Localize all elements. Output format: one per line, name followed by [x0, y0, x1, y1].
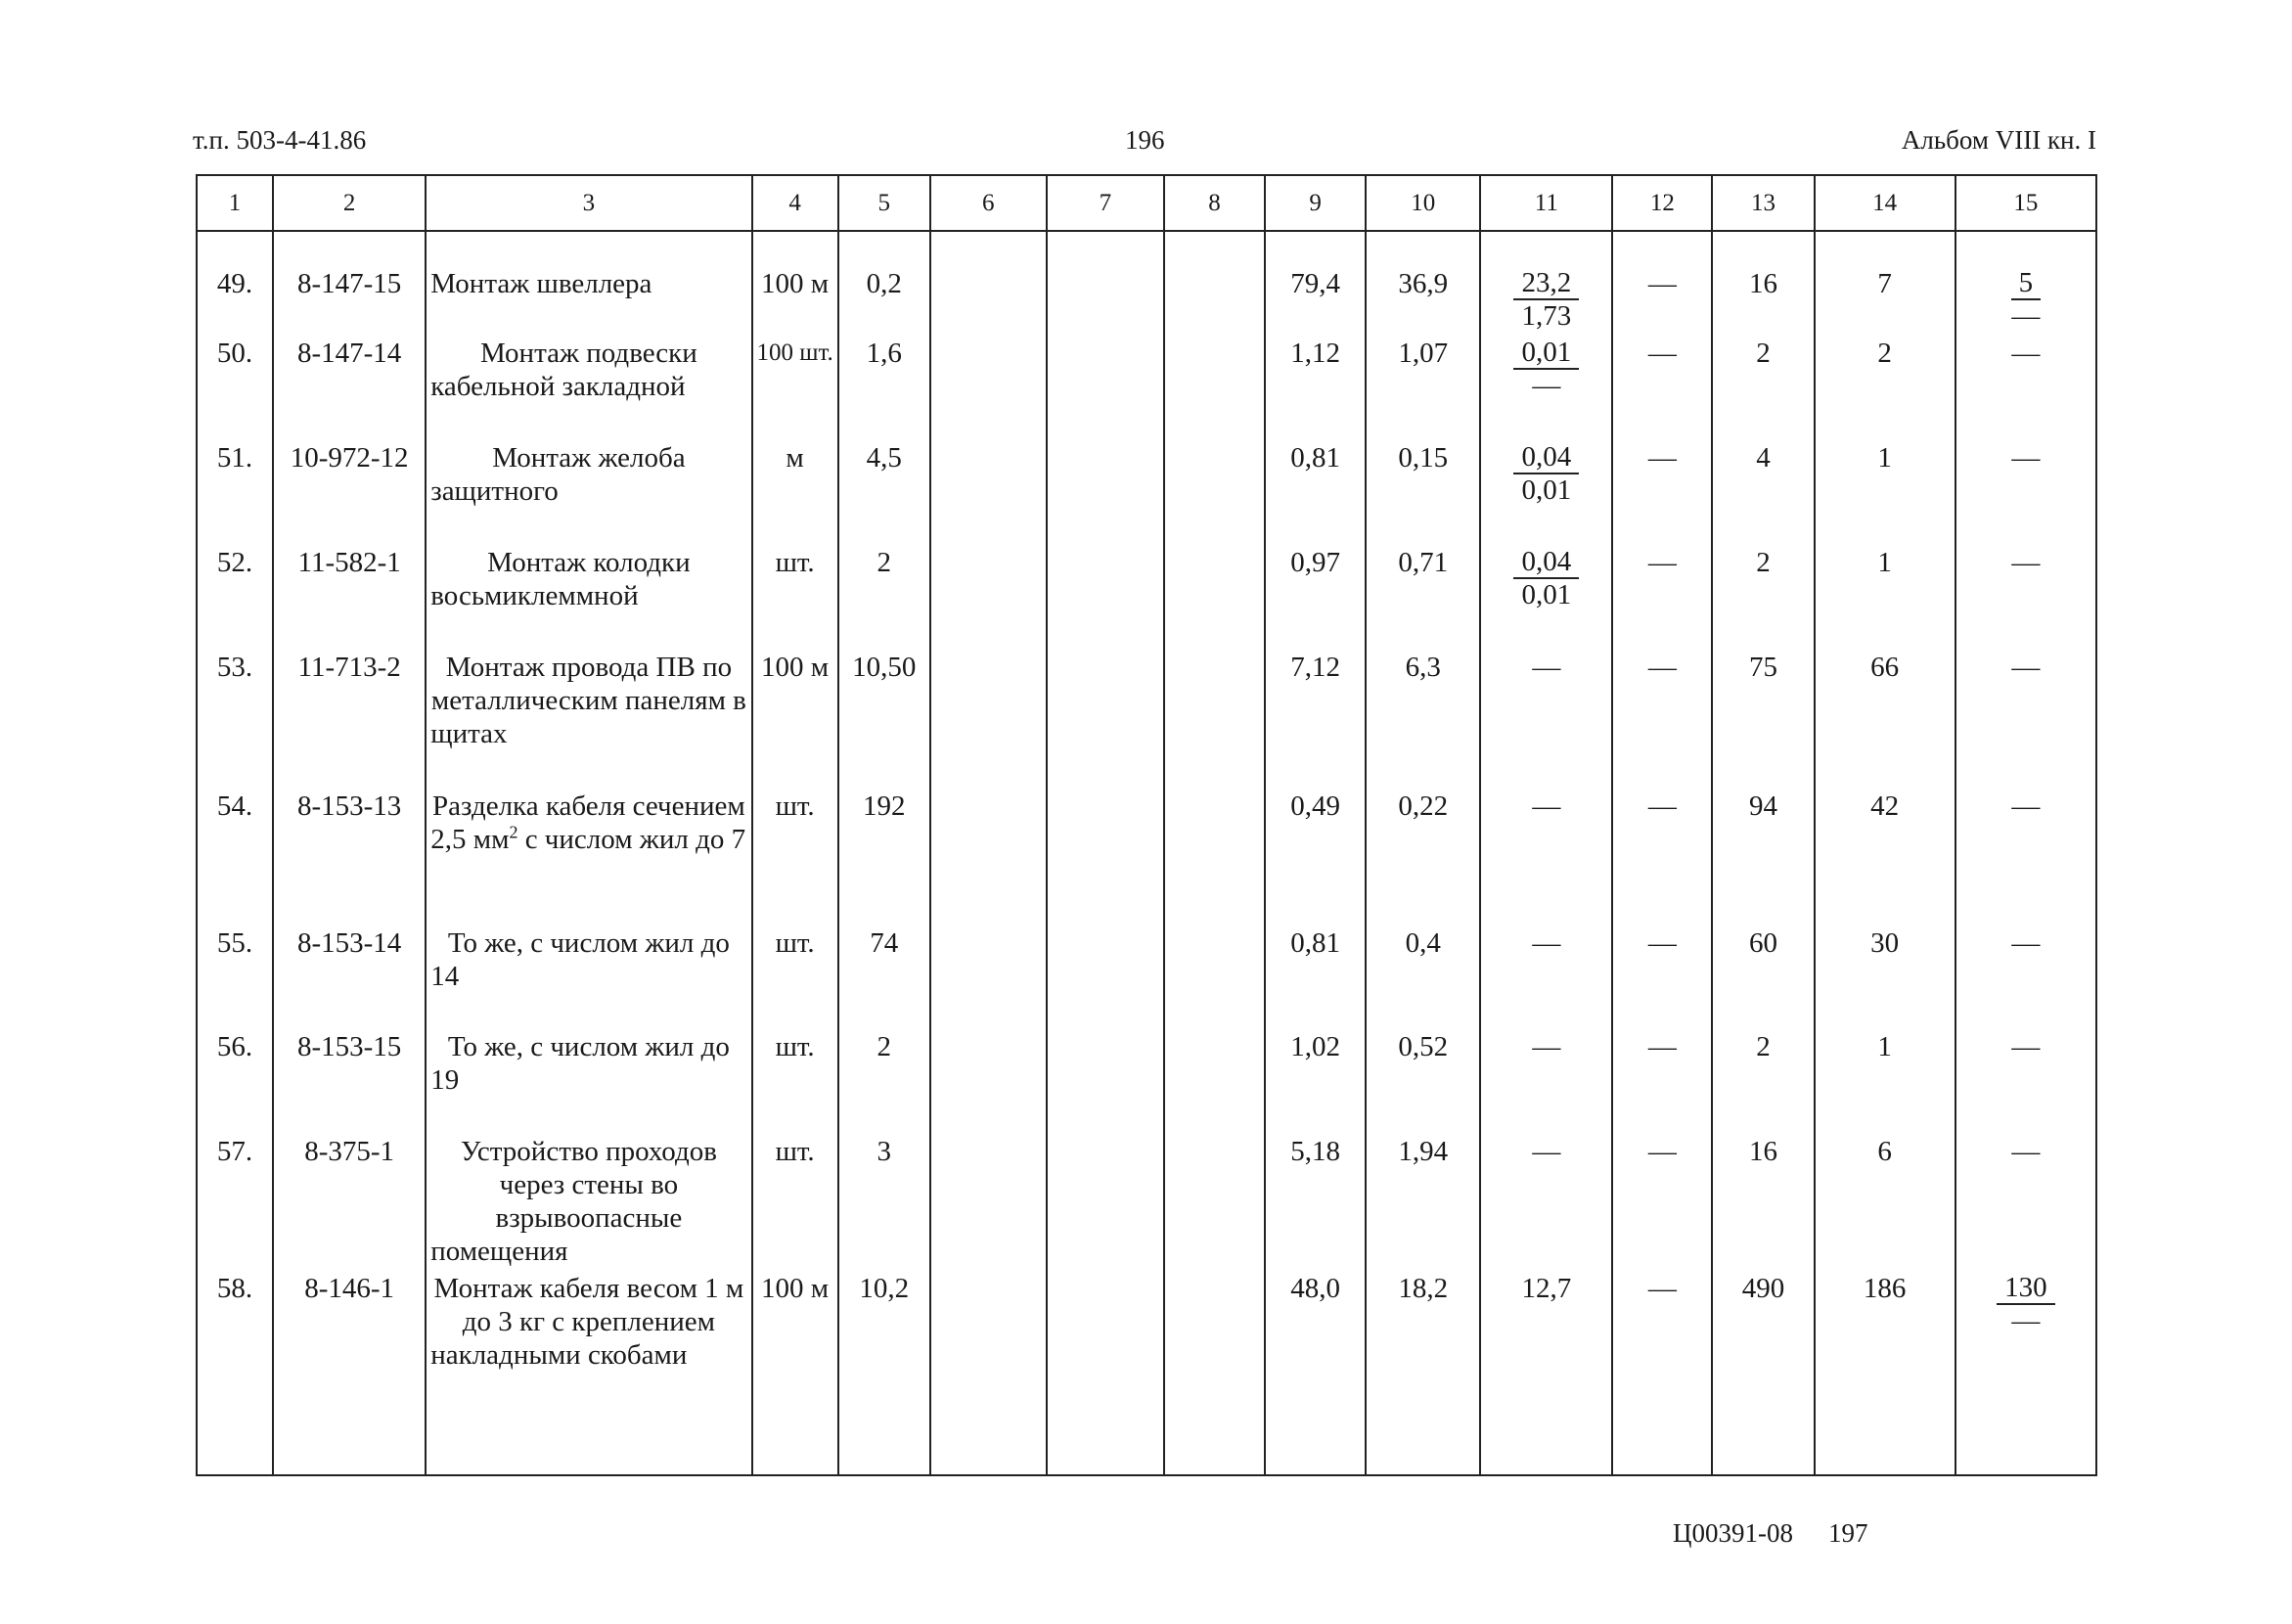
work-name: Монтаж провода ПВ по металлическим панелям в щитах — [426, 651, 751, 789]
cell-11 — [1480, 231, 1612, 337]
fraction-numerator: 0,01 — [1513, 337, 1579, 370]
col-header-3: 3 — [426, 175, 751, 231]
table-row — [197, 231, 2096, 337]
cell-15: — — [1955, 1135, 2096, 1272]
cell-14: 2 — [1815, 337, 1955, 441]
work-name: Монтаж колодки восьмиклеммной — [426, 546, 751, 651]
unit: 100 м — [752, 1272, 838, 1475]
header-page-number: 196 — [1125, 125, 1165, 155]
cell-13: 4 — [1712, 441, 1814, 546]
table-row — [197, 1272, 2096, 1475]
cell-14: 6 — [1815, 1135, 1955, 1272]
cell-12: — — [1612, 1135, 1712, 1272]
footer — [1673, 1518, 1868, 1549]
cell-14: 42 — [1815, 789, 1955, 926]
row-number: 58. — [197, 1272, 273, 1475]
unit: 100 шт. — [752, 337, 838, 441]
cell-10: 1,07 — [1366, 337, 1480, 441]
unit: шт. — [752, 789, 838, 926]
quantity: 4,5 — [838, 441, 930, 546]
work-name: Монтаж желоба защитного — [426, 441, 751, 546]
work-name: Монтаж кабеля весом 1 м до 3 кг с креплением накладными скобами — [426, 1272, 751, 1475]
work-name: Монтаж подвески кабельной закладной — [426, 337, 751, 441]
unit: шт. — [752, 546, 838, 651]
cell-15: — — [1955, 337, 2096, 441]
quantity: 3 — [838, 1135, 930, 1272]
cell-14: 1 — [1815, 441, 1955, 546]
fraction-denominator: 0,01 — [1521, 474, 1572, 506]
cell-13: 16 — [1712, 231, 1814, 337]
work-name: То же, с числом жил до 19 — [426, 1030, 751, 1135]
norm-code: 8-147-14 — [273, 337, 426, 441]
fraction-denominator: 0,01 — [1521, 579, 1572, 610]
fraction — [1513, 267, 1579, 332]
fraction-denominator: — — [1532, 370, 1561, 401]
cell-9: 1,12 — [1265, 337, 1366, 441]
norm-code: 8-153-15 — [273, 1030, 426, 1135]
work-name — [426, 789, 751, 926]
fraction-numerator: 0,04 — [1513, 546, 1579, 579]
cell-9: 0,49 — [1265, 789, 1366, 926]
cell-9: 48,0 — [1265, 1272, 1366, 1475]
cell-11: 12,7 — [1480, 1272, 1612, 1475]
footer-doc-code: Ц00391-08 — [1673, 1518, 1793, 1548]
norm-code: 11-582-1 — [273, 546, 426, 651]
cell-12: — — [1612, 1272, 1712, 1475]
quantity: 2 — [838, 1030, 930, 1135]
cell-13: 16 — [1712, 1135, 1814, 1272]
cell-10: 0,22 — [1366, 789, 1480, 926]
work-name: Монтаж швеллера — [426, 231, 751, 337]
cell-15 — [1955, 231, 2096, 337]
work-name: То же, с числом жил до 14 — [426, 926, 751, 1030]
cell-13: 2 — [1712, 546, 1814, 651]
header-doc-number: т.п. 503-4-41.86 — [193, 125, 367, 155]
header-album: Альбом VIII кн. I — [1901, 125, 2096, 155]
cell-9: 0,97 — [1265, 546, 1366, 651]
quantity: 0,2 — [838, 231, 930, 337]
norm-code: 8-153-14 — [273, 926, 426, 1030]
col-header-6: 6 — [930, 175, 1047, 231]
col-header-5: 5 — [838, 175, 930, 231]
cell-13: 2 — [1712, 1030, 1814, 1135]
cell-15: — — [1955, 1030, 2096, 1135]
unit: шт. — [752, 1030, 838, 1135]
fraction-numerator: 130 — [1997, 1272, 2055, 1305]
cell-13: 94 — [1712, 789, 1814, 926]
unit: 100 м — [752, 231, 838, 337]
fraction-denominator: — — [2011, 300, 2041, 332]
cell-12: — — [1612, 651, 1712, 789]
cell-11: — — [1480, 1135, 1612, 1272]
table-row — [197, 441, 2096, 546]
col-header-15: 15 — [1955, 175, 2096, 231]
table-row — [197, 926, 2096, 1030]
superscript: 2 — [509, 822, 518, 842]
cell-10: 18,2 — [1366, 1272, 1480, 1475]
cell-11: — — [1480, 651, 1612, 789]
row-number: 55. — [197, 926, 273, 1030]
norm-code: 8-153-13 — [273, 789, 426, 926]
cell-11: — — [1480, 926, 1612, 1030]
cell-10: 0,4 — [1366, 926, 1480, 1030]
cell-10: 0,52 — [1366, 1030, 1480, 1135]
cell-10: 6,3 — [1366, 651, 1480, 789]
cell-15: — — [1955, 926, 2096, 1030]
table-row — [197, 1030, 2096, 1135]
col-header-8: 8 — [1164, 175, 1265, 231]
cell-11: — — [1480, 1030, 1612, 1135]
col-header-11: 11 — [1480, 175, 1612, 231]
cell-9: 1,02 — [1265, 1030, 1366, 1135]
norm-code: 8-375-1 — [273, 1135, 426, 1272]
footer-page-number: 197 — [1828, 1518, 1868, 1548]
cell-15: — — [1955, 546, 2096, 651]
fraction-numerator: 23,2 — [1513, 267, 1579, 300]
work-name: Устройство проходов через стены во взрывоопасные помещения — [426, 1135, 751, 1272]
row-number: 54. — [197, 789, 273, 926]
row-number: 57. — [197, 1135, 273, 1272]
fraction-denominator: — — [2011, 1305, 2041, 1336]
cell-12: — — [1612, 1030, 1712, 1135]
fraction-numerator: 0,04 — [1513, 441, 1579, 474]
cell-13: 60 — [1712, 926, 1814, 1030]
cell-9: 7,12 — [1265, 651, 1366, 789]
cell-14: 7 — [1815, 231, 1955, 337]
cell-11 — [1480, 441, 1612, 546]
cell-14: 1 — [1815, 546, 1955, 651]
cell-13: 2 — [1712, 337, 1814, 441]
unit: 100 м — [752, 651, 838, 789]
fraction — [1997, 1272, 2055, 1336]
cell-12: — — [1612, 441, 1712, 546]
cell-11 — [1480, 546, 1612, 651]
cell-13: 490 — [1712, 1272, 1814, 1475]
quantity: 2 — [838, 546, 930, 651]
norm-code: 10-972-12 — [273, 441, 426, 546]
quantity: 192 — [838, 789, 930, 926]
row-number: 50. — [197, 337, 273, 441]
fraction — [1513, 337, 1579, 401]
col-header-13: 13 — [1712, 175, 1814, 231]
cell-13: 75 — [1712, 651, 1814, 789]
cell-12: — — [1612, 926, 1712, 1030]
norm-code: 8-146-1 — [273, 1272, 426, 1475]
cell-12: — — [1612, 337, 1712, 441]
cell-15: — — [1955, 651, 2096, 789]
table-row — [197, 546, 2096, 651]
cell-12: — — [1612, 231, 1712, 337]
cell-9: 5,18 — [1265, 1135, 1366, 1272]
row-number: 56. — [197, 1030, 273, 1135]
norm-code: 11-713-2 — [273, 651, 426, 789]
cell-15: — — [1955, 789, 2096, 926]
table-row — [197, 789, 2096, 926]
cell-15 — [1955, 1272, 2096, 1475]
quantity: 74 — [838, 926, 930, 1030]
quantity: 1,6 — [838, 337, 930, 441]
col-header-7: 7 — [1047, 175, 1164, 231]
table-row — [197, 651, 2096, 789]
cell-14: 66 — [1815, 651, 1955, 789]
column-header-row — [197, 175, 2096, 231]
cell-11: — — [1480, 789, 1612, 926]
cell-10: 1,94 — [1366, 1135, 1480, 1272]
cell-14: 30 — [1815, 926, 1955, 1030]
estimate-table — [196, 174, 2097, 1476]
cell-9: 0,81 — [1265, 441, 1366, 546]
col-header-10: 10 — [1366, 175, 1480, 231]
cell-15: — — [1955, 441, 2096, 546]
row-number: 49. — [197, 231, 273, 337]
col-header-9: 9 — [1265, 175, 1366, 231]
unit: шт. — [752, 926, 838, 1030]
unit: шт. — [752, 1135, 838, 1272]
col-header-2: 2 — [273, 175, 426, 231]
fraction — [1513, 546, 1579, 610]
work-name-part: с числом жил до 7 — [517, 824, 746, 855]
table-row — [197, 1135, 2096, 1272]
cell-10: 0,15 — [1366, 441, 1480, 546]
table-row — [197, 337, 2096, 441]
cell-14: 186 — [1815, 1272, 1955, 1475]
norm-code: 8-147-15 — [273, 231, 426, 337]
cell-14: 1 — [1815, 1030, 1955, 1135]
col-header-14: 14 — [1815, 175, 1955, 231]
cell-11 — [1480, 337, 1612, 441]
row-number: 52. — [197, 546, 273, 651]
col-header-4: 4 — [752, 175, 838, 231]
fraction-denominator: 1,73 — [1521, 300, 1572, 332]
quantity: 10,50 — [838, 651, 930, 789]
cell-9: 0,81 — [1265, 926, 1366, 1030]
cell-12: — — [1612, 789, 1712, 926]
work-name-part: Разделка кабеля сечением 2,5 мм — [430, 790, 745, 855]
row-number: 51. — [197, 441, 273, 546]
cell-12: — — [1612, 546, 1712, 651]
cell-9: 79,4 — [1265, 231, 1366, 337]
quantity: 10,2 — [838, 1272, 930, 1475]
fraction — [2011, 267, 2042, 332]
col-header-12: 12 — [1612, 175, 1712, 231]
cell-10: 36,9 — [1366, 231, 1480, 337]
row-number: 53. — [197, 651, 273, 789]
cell-10: 0,71 — [1366, 546, 1480, 651]
col-header-1: 1 — [197, 175, 273, 231]
fraction-numerator: 5 — [2011, 267, 2042, 300]
unit: м — [752, 441, 838, 546]
fraction — [1513, 441, 1579, 506]
